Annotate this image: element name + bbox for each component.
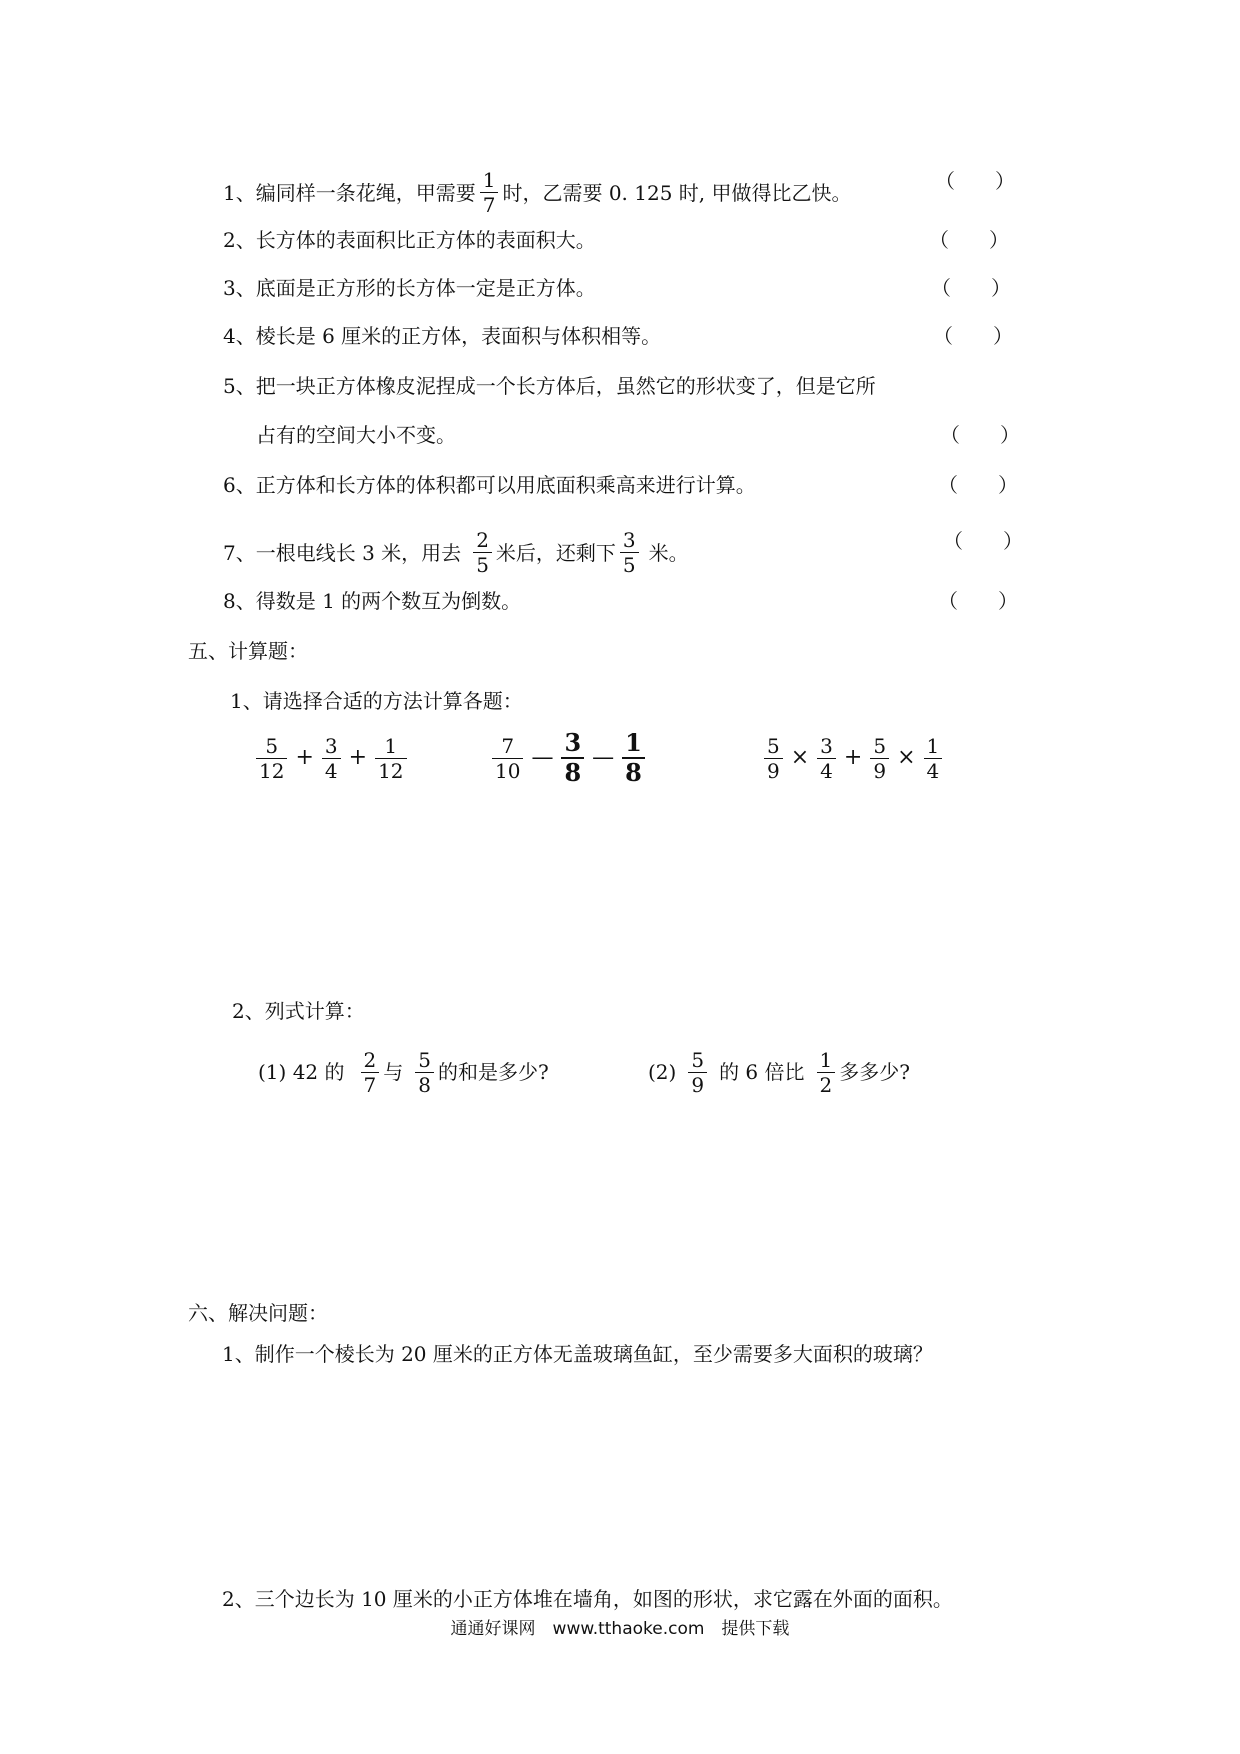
answer-parentheses[interactable]: （ ） bbox=[935, 169, 1015, 193]
problem-text: 2、三个边长为 10 厘米的小正方体堆在墙角，如图的形状，求它露在外面的面积。 bbox=[222, 1587, 953, 1611]
fraction bbox=[764, 734, 783, 783]
numerator: 5 bbox=[691, 1047, 705, 1072]
denominator: 8 bbox=[415, 1072, 434, 1097]
judgement-item-7 bbox=[223, 528, 689, 577]
minus-operator: — bbox=[592, 745, 615, 770]
denominator: 9 bbox=[764, 758, 783, 783]
item-text: 正方体和长方体的体积都可以用底面积乘高来进行计算。 bbox=[255, 473, 756, 497]
denominator: 8 bbox=[561, 757, 584, 787]
problem-2 bbox=[222, 1586, 953, 1612]
fraction bbox=[492, 734, 523, 783]
fraction bbox=[817, 1048, 836, 1097]
answer-parentheses[interactable]: （ ） bbox=[938, 473, 1018, 497]
judgement-item-6 bbox=[223, 472, 756, 498]
section-heading bbox=[188, 638, 308, 664]
problem-1 bbox=[222, 1341, 933, 1367]
section-title: 五、计算题： bbox=[188, 639, 308, 663]
times-operator: × bbox=[897, 745, 916, 770]
judgement-item-5 bbox=[223, 373, 876, 399]
plus-operator: + bbox=[348, 745, 368, 770]
numerator: 5 bbox=[418, 1047, 431, 1072]
answer-parentheses[interactable]: （ ） bbox=[938, 589, 1018, 613]
fraction bbox=[473, 528, 492, 577]
denominator: 9 bbox=[688, 1072, 707, 1097]
denominator: 4 bbox=[817, 758, 836, 783]
item-number: 6、 bbox=[223, 473, 256, 497]
fraction bbox=[688, 1048, 707, 1097]
plus-operator: + bbox=[843, 745, 863, 770]
denominator: 5 bbox=[620, 552, 639, 577]
numerator: 1 bbox=[384, 733, 398, 758]
judgement-item-2 bbox=[223, 227, 596, 253]
expression-2 bbox=[488, 728, 649, 788]
question-label bbox=[232, 998, 365, 1024]
plus-operator: + bbox=[295, 745, 314, 770]
item-text: 米。 bbox=[648, 540, 689, 565]
sub-question-text: 与 bbox=[383, 1060, 404, 1084]
item-text: 一根电线长 3 米，用去 bbox=[255, 540, 462, 565]
expression-3 bbox=[760, 728, 946, 788]
fraction bbox=[561, 729, 584, 787]
fraction bbox=[870, 734, 889, 783]
item-number: 4、 bbox=[223, 324, 256, 348]
sub-question-2 bbox=[648, 1042, 910, 1102]
question-text: 1、请选择合适的方法计算各题： bbox=[230, 689, 523, 713]
fraction bbox=[620, 528, 639, 577]
denominator: 10 bbox=[492, 758, 523, 783]
section-title: 六、解决问题： bbox=[188, 1301, 328, 1325]
item-text: 长方体的表面积比正方体的表面积大。 bbox=[255, 228, 596, 252]
sub-question-text: 的 6 倍比 bbox=[719, 1060, 805, 1084]
item-number: 5、 bbox=[223, 374, 256, 398]
numerator: 5 bbox=[767, 733, 780, 758]
numerator: 5 bbox=[265, 733, 279, 758]
denominator: 12 bbox=[256, 758, 287, 783]
expression-1 bbox=[252, 728, 411, 788]
answer-parentheses[interactable]: （ ） bbox=[943, 529, 1023, 553]
sub-question-text: 的和是多少? bbox=[437, 1060, 549, 1084]
item-text: 得数是 1 的两个数互为倒数。 bbox=[255, 589, 522, 613]
judgement-item-5-continued bbox=[256, 422, 456, 448]
fraction bbox=[256, 734, 287, 783]
item-text: 时，乙需要 0. 125 时, 甲做得比乙快。 bbox=[502, 180, 852, 205]
denominator: 7 bbox=[480, 192, 499, 217]
item-text: 把一块正方体橡皮泥捏成一个长方体后，虽然它的形状变了，但是它所 bbox=[255, 374, 876, 398]
denominator: 7 bbox=[361, 1072, 380, 1097]
numerator: 2 bbox=[476, 528, 489, 552]
times-operator: × bbox=[790, 745, 810, 770]
item-number: 7、 bbox=[223, 540, 256, 565]
question-label bbox=[230, 688, 523, 714]
answer-parentheses[interactable]: （ ） bbox=[931, 276, 1011, 300]
item-number: 8、 bbox=[223, 589, 256, 613]
problem-text: 1、制作一个棱长为 20 厘米的正方体无盖玻璃鱼缸，至少需要多大面积的玻璃？ bbox=[222, 1342, 933, 1366]
fraction bbox=[375, 734, 406, 783]
question-text: 2、列式计算： bbox=[232, 999, 365, 1023]
item-text: 占有的空间大小不变。 bbox=[256, 423, 456, 447]
answer-parentheses[interactable]: （ ） bbox=[940, 423, 1020, 447]
section-heading bbox=[188, 1300, 328, 1326]
item-text: 棱长是 6 厘米的正方体，表面积与体积相等。 bbox=[255, 324, 662, 348]
minus-operator: — bbox=[531, 745, 554, 770]
numerator: 1 bbox=[625, 728, 642, 757]
fraction bbox=[622, 729, 645, 787]
denominator: 12 bbox=[375, 758, 406, 783]
item-text: 底面是正方形的长方体一定是正方体。 bbox=[255, 276, 596, 300]
fraction bbox=[361, 1048, 380, 1097]
sub-question-text: (1) 42 的 bbox=[258, 1060, 345, 1084]
fraction bbox=[817, 734, 836, 783]
denominator: 8 bbox=[622, 757, 645, 787]
fraction bbox=[924, 734, 943, 783]
sub-question-text: (2) bbox=[648, 1060, 677, 1084]
sub-question-text: 多多少? bbox=[839, 1060, 910, 1084]
numerator: 1 bbox=[482, 168, 496, 192]
item-text: 米后，还剩下 bbox=[495, 540, 616, 565]
item-number: 3、 bbox=[223, 276, 256, 300]
fraction bbox=[480, 168, 499, 217]
item-text: 编同样一条花绳，甲需要 bbox=[255, 180, 476, 205]
numerator: 3 bbox=[622, 528, 636, 552]
answer-parentheses[interactable]: （ ） bbox=[933, 324, 1013, 348]
numerator: 7 bbox=[501, 733, 515, 758]
item-number: 2、 bbox=[223, 228, 256, 252]
numerator: 1 bbox=[819, 1047, 833, 1072]
denominator: 5 bbox=[473, 552, 492, 577]
numerator: 5 bbox=[873, 733, 887, 758]
numerator: 3 bbox=[324, 733, 338, 758]
judgement-item-8 bbox=[223, 588, 521, 614]
sub-question-1 bbox=[258, 1042, 549, 1102]
judgement-item-1 bbox=[223, 168, 852, 217]
numerator: 3 bbox=[564, 728, 582, 757]
numerator: 1 bbox=[926, 733, 940, 758]
denominator: 4 bbox=[322, 758, 341, 783]
footer-download-note: 通通好课网 www.tthaoke.com 提供下载 bbox=[450, 1619, 790, 1639]
fraction bbox=[415, 1048, 434, 1097]
answer-parentheses[interactable]: （ ） bbox=[929, 228, 1009, 252]
judgement-item-4 bbox=[223, 323, 661, 349]
denominator: 2 bbox=[817, 1072, 836, 1097]
numerator: 3 bbox=[820, 733, 833, 758]
denominator: 9 bbox=[870, 758, 889, 783]
item-number: 1、 bbox=[223, 180, 256, 205]
judgement-item-3 bbox=[223, 275, 596, 301]
numerator: 2 bbox=[363, 1047, 377, 1072]
fraction bbox=[322, 734, 341, 783]
denominator: 4 bbox=[924, 758, 943, 783]
